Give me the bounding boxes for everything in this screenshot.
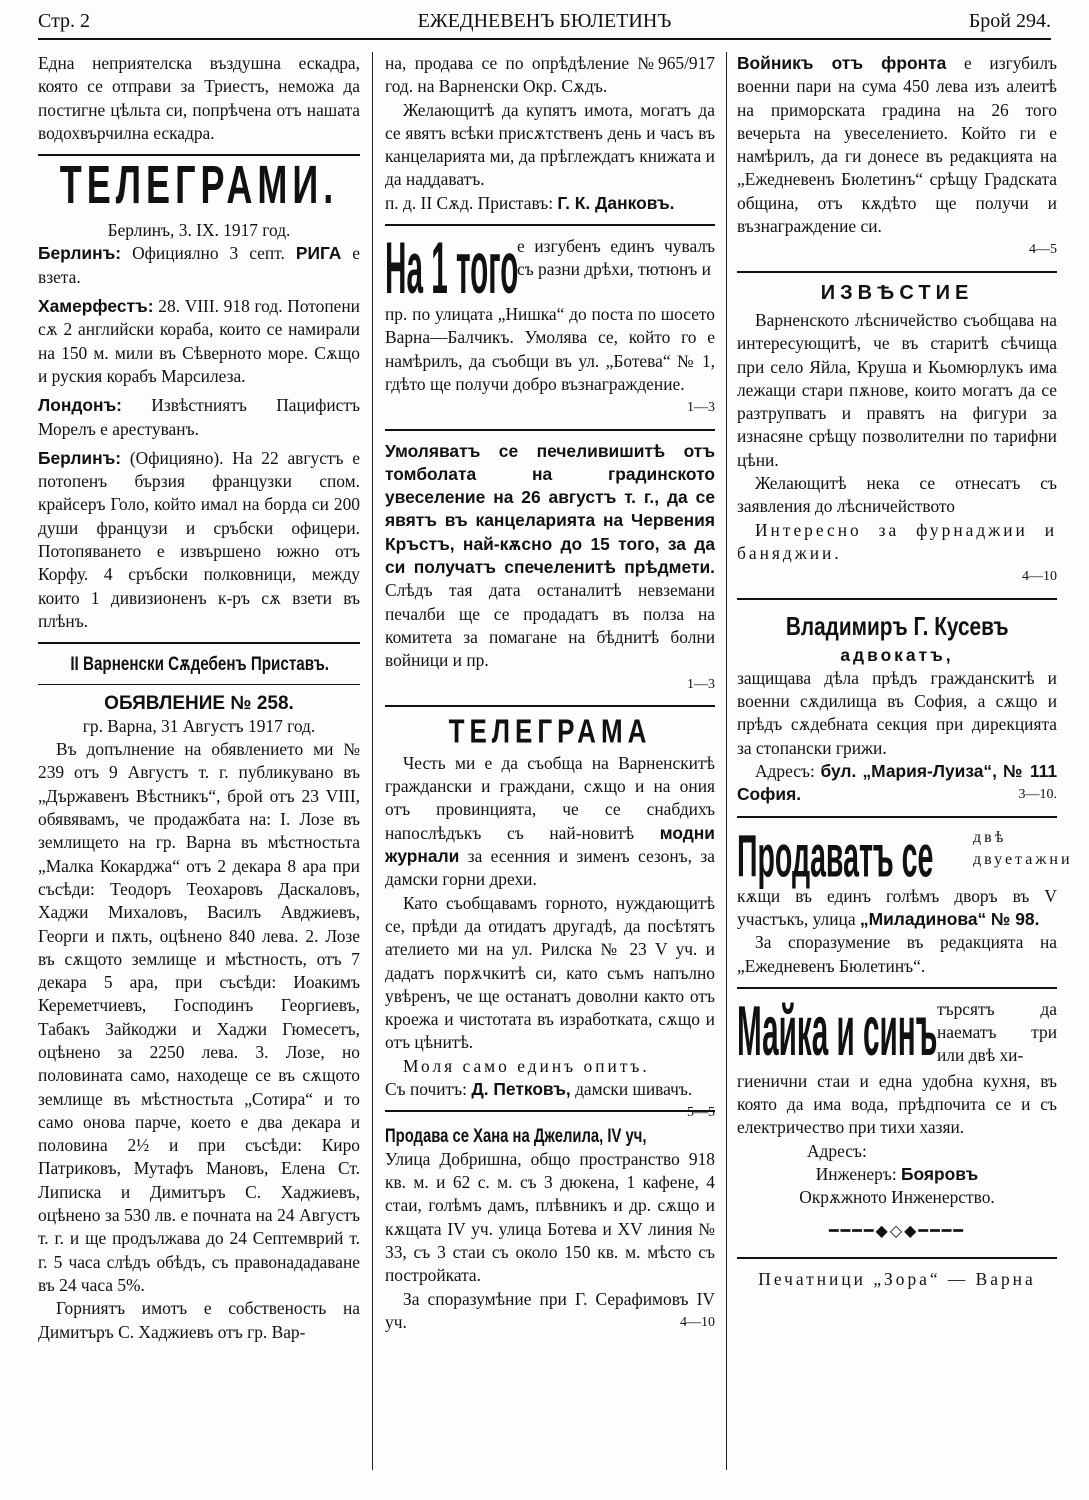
divider bbox=[737, 271, 1057, 273]
divider bbox=[385, 224, 715, 226]
bailiff-heading: II Варненски Сѫдебенъ Приставъ. bbox=[70, 654, 329, 676]
divider bbox=[385, 429, 715, 431]
telegram-ad-p3: Моля само единъ опитъ. bbox=[403, 1055, 650, 1076]
telegram-ad-signature: Съ почитъ: Д. Петковъ, дамски шивачъ. 5—5 bbox=[385, 1078, 715, 1121]
izvestie-number: 4—10 bbox=[1022, 569, 1057, 585]
lottery-notice: Умоляватъ се печеливишитѣ отъ томболата на градинското увеселение на 26 августъ т. г., да се явятъ въ канцеларията на Червения Кръстъ, най-кѫсно до 15 того, за да си получатъ спечеленитѣ прѣдмети. Слѣдъ тая дата останалитѣ невземани печалби ще се продадатъ въ полза на комитета за помагане на бѣднитѣ болни войници и пр. bbox=[385, 440, 715, 671]
sale-tail: За споразумение въ редакцията на „Ежедневенъ Бюлетинъ“. bbox=[737, 932, 1057, 976]
lost-side-text: е изгубенъ единъ чувалъ съ разни дрѣхи, тютюнъ и bbox=[517, 236, 715, 280]
notice-heading: ОБЯВЛЕНИЕ № 258. bbox=[104, 692, 294, 714]
khan-heading: Продава се Хана на Джелила, IV уч, bbox=[385, 1125, 647, 1147]
telegram-ad-p1: Честь ми е да съобща на Варненскитѣ граждански и граждани, сѫщо и на ония отъ провинцията, че се снабдихъ напослѣдъкъ съ най-новитѣ модни журнали за есенния и зименъ сезонъ, за дамски горни дрехи. bbox=[385, 752, 715, 890]
izvestie-p1: Варненското лѣсничейство съобщава на интересующитѣ, че въ старитѣ сѣчища при село Яйла, Круша и Кьомюрлукъ има лежащи стари пѫнове, които могатъ да се разтрупватъ и правятъ на фигури за изнасяне срѣщу позволителни по тарифни цѣни. bbox=[737, 309, 1057, 470]
izvestie-heading: ИЗВѢСТИЕ bbox=[820, 281, 974, 304]
divider bbox=[737, 816, 1057, 818]
telegrams-header-wrap bbox=[38, 153, 360, 219]
column-2 bbox=[385, 52, 715, 1470]
sale-ad-head bbox=[737, 821, 1073, 890]
telegram-hammerfest: Хамерфестъ: 28. VIII. 918 год. Потопени сѫ 2 английски кораба, които се намирали на 150 м. мили въ Сѣверното море. Сѫщо и руския корабъ Марсилеза. bbox=[38, 296, 360, 386]
page-number: Стр. 2 bbox=[38, 10, 91, 32]
column-rule bbox=[726, 52, 727, 1470]
khan-body: Улица Добришна, общо пространство 918 кв. м. и 62 с. м. съ 3 дюкена, 1 кафене, 4 стаи, голѣмъ дамъ, плѣвникъ и др. сѫщо и кѫщата IV уч. улица Ботева и XV линия № 33, съ 3 стаи съ около 150 кв. м. мѣсто съ постройката. bbox=[385, 1148, 715, 1286]
rent-office: Окрѫжното Инженерство. bbox=[799, 1187, 995, 1208]
notice-buyers: Желающитѣ да купятъ имота, могатъ да се явятъ всѣки присѫтственъ день и часъ въ канцеларията ми, да прѣглеждатъ книжата и да наддаватъ. bbox=[385, 99, 715, 190]
khan-tail: За споразумѣние при Г. Серафимовъ IV уч. 4—10 bbox=[385, 1288, 715, 1332]
telegram-berlin-2: Берлинъ: (Официяно). На 22 августъ е потопенъ бързия французки спом. крайсеръ Голо, който имал на борда си 200 души французи и сръбски офицери. Потопяването е извършено южно отъ Корфу. 4 сръбски полковници, между които 1 дивизионенъ к-ръ сѫ взети въ плѣнъ. bbox=[38, 447, 360, 631]
divider bbox=[737, 987, 1057, 989]
telegram-ad-p2: Като съобщавамъ горното, нуждающитѣ се, прѣди да отидатъ другадѣ, да посѣтятъ ателието ми на ул. Рилска № 23 V уч. и дадатъ порѫчкитѣ си, като съмъ напълно увѣренъ, че ще останатъ доволни както отъ кроежа и чистотата въ изработката, сѫщо и отъ цѣнитѣ. bbox=[385, 892, 715, 1053]
sale-side-text: двѣ двуетажни bbox=[973, 828, 1073, 868]
izvestie-p2: Желающитѣ нека се отнесатъ съ заявления до лѣсничейството bbox=[737, 473, 1057, 517]
rent-ad-head bbox=[737, 992, 1057, 1071]
lost-number: 1—3 bbox=[687, 400, 715, 416]
divider bbox=[737, 598, 1057, 600]
notice-continuation: на, продава се по опрѣдѣление №965/917 год. на Варненски Окр. Сѫдъ. bbox=[385, 53, 715, 97]
rent-address-label: Адресъ: bbox=[807, 1140, 867, 1161]
izvestie-p3: Интересно за фурнаджии и баняджии. bbox=[737, 519, 1057, 563]
lost-heading: На 1 того bbox=[385, 228, 519, 310]
divider bbox=[38, 684, 360, 685]
telegram-london: Лондонъ: Извѣстниятъ Пацифистъ Морелъ е арестуванъ. bbox=[38, 395, 360, 439]
rent-heading: Майка и синъ bbox=[737, 992, 938, 1071]
lawyer-address: Адресъ: бул. „Мария-Луиза“, № 111 София. 3—10. bbox=[737, 761, 1057, 805]
telegrams-heading: ТЕЛЕГРАМИ. bbox=[59, 153, 339, 216]
column-3 bbox=[737, 52, 1073, 1470]
divider bbox=[385, 1110, 715, 1112]
sale-heading: Продаватъ се bbox=[737, 821, 934, 890]
rent-side-text: търсятъ да наематъ три или двѣ хи- bbox=[937, 998, 1057, 1066]
printer-imprint: Печатници „Зора“ — Варна bbox=[758, 1268, 1036, 1289]
lottery-number: 1—3 bbox=[687, 676, 715, 692]
divider bbox=[737, 1257, 1057, 1259]
lawyer-text: защищава дѣла прѣдъ гражданскитѣ и военни сѫдилища въ София, а сѫщо и прѣдъ сѫдебната секция при дирекцията за стопански грижи. bbox=[737, 667, 1057, 758]
masthead bbox=[38, 4, 1051, 40]
notice-owner: Горниятъ имотъ е собственость на Димитъръ С. Хаджиевъ отъ гр. Вар- bbox=[38, 1298, 360, 1342]
telegrams-dateline: Берлинъ, 3. IX. 1917 год. bbox=[107, 220, 291, 241]
divider bbox=[38, 642, 360, 644]
telegram-heading: ТЕЛЕГРАМА bbox=[448, 711, 652, 751]
column-rule bbox=[372, 52, 373, 1470]
telegram-berlin-1: Берлинъ: Официялно 3 септ. РИГА е взета. bbox=[38, 243, 361, 287]
newspaper-title: ЕЖЕДНЕВЕНЪ БЮЛЕТИНЪ bbox=[417, 10, 672, 32]
sale-body: кѫщи въ единъ голѣмъ дворъ въ V участъкъ, улица „Миладинова“ № 98. bbox=[737, 885, 1057, 929]
rent-body: гиенични стаи и една удобна кухня, въ която да има вода, прѣдпочита се и съ електричество при тихи хазяи. bbox=[737, 1070, 1057, 1138]
soldier-number: 4—5 bbox=[1029, 242, 1057, 258]
rent-engineer: Инженеръ: Бояровъ bbox=[815, 1163, 979, 1184]
lawyer-title: адвокатъ, bbox=[840, 644, 954, 665]
divider bbox=[385, 705, 715, 707]
soldier-notice: Войникъ отъ фронта е изгубилъ военни пари на сума 450 лева изъ алеитѣ на приморската градина на 26 того вечерьта на увеселението. Който ги е намѣрилъ, да ги донесе въ редакцията на „Ежедневенъ Бюлетинъ“ срѣщу Градската община, отъ кѫдѣто ще получи и възнаграждение си. bbox=[737, 53, 1057, 237]
ornament-divider: ━━━━◆◇◆━━━━ bbox=[829, 1222, 965, 1240]
column-1 bbox=[38, 52, 360, 1470]
lost-ad-head bbox=[385, 228, 715, 310]
lost-body: пр. по улицата „Нишка“ до поста по шосето Варна—Балчикъ. Умолява се, който го е намѣрилъ, да съобщи въ ул. „Ботева“ № 1, гдѣто ще получи добро възнаграждение. bbox=[385, 304, 715, 394]
notice-place-date: гр. Варна, 31 Августъ 1917 год. bbox=[82, 715, 316, 736]
notice-body: Въ допълнение на обявлението ми № 239 отъ 9 Августъ т. г. публикувано въ „Държавенъ Вѣстникъ“, брой отъ 23 VIII, обявявамъ, че продажбата на: I. Лозе въ землището на гр. Варна въ мѣстностьта „Малка Кокарджа“ отъ 2 декара 8 ара при съсѣди: Теодоръ Теохаровъ Даскаловъ, Хаджи Михаловъ, Василъ Авджиевъ, Георги и пѫть, оцѣнено 840 лева. 2. Лозе въ сѫщото землище и мѣстность, отъ 7 декара 5 ара, при съсѣди: Иоакимъ Кереметчиевъ, Господинъ Георгиевъ, Табакъ Зайкоджи и Хаджи Гюмесетъ, оцѣнено за 2250 лева. 3. Лозе, но половината само, находеще се въ сѫщото землище въ мѣстностьта „Сотира“ и то само онова парче, което е два декара и половина 2½ и при съсѣди: Киро Патриковъ, Мутафъ Мановъ, Елена Ст. Липиска и Димитъръ С. Хаджиевъ, оцѣнено за 530 лв. е почната на 24 Августъ т. г. и ще продължава до 24 Септемврий т. г. 5 часа слѣдъ обѣдъ, съ правонададаване въ 24 часа 5%. bbox=[38, 739, 360, 1295]
air-squadron-report: Една неприятелска въздушна ескадра, която се отправи за Триестъ, неможа да постигне цѣльта си, попрѣчена отъ нашата водохвърчилна ескадра. bbox=[38, 53, 360, 143]
notice-signature: п. д. II Сѫд. Приставъ: Г. К. Данковъ. bbox=[385, 192, 675, 213]
issue-number: Брой 294. bbox=[968, 10, 1051, 32]
lawyer-name: Владимиръ Г. Кусевъ bbox=[785, 610, 1009, 641]
